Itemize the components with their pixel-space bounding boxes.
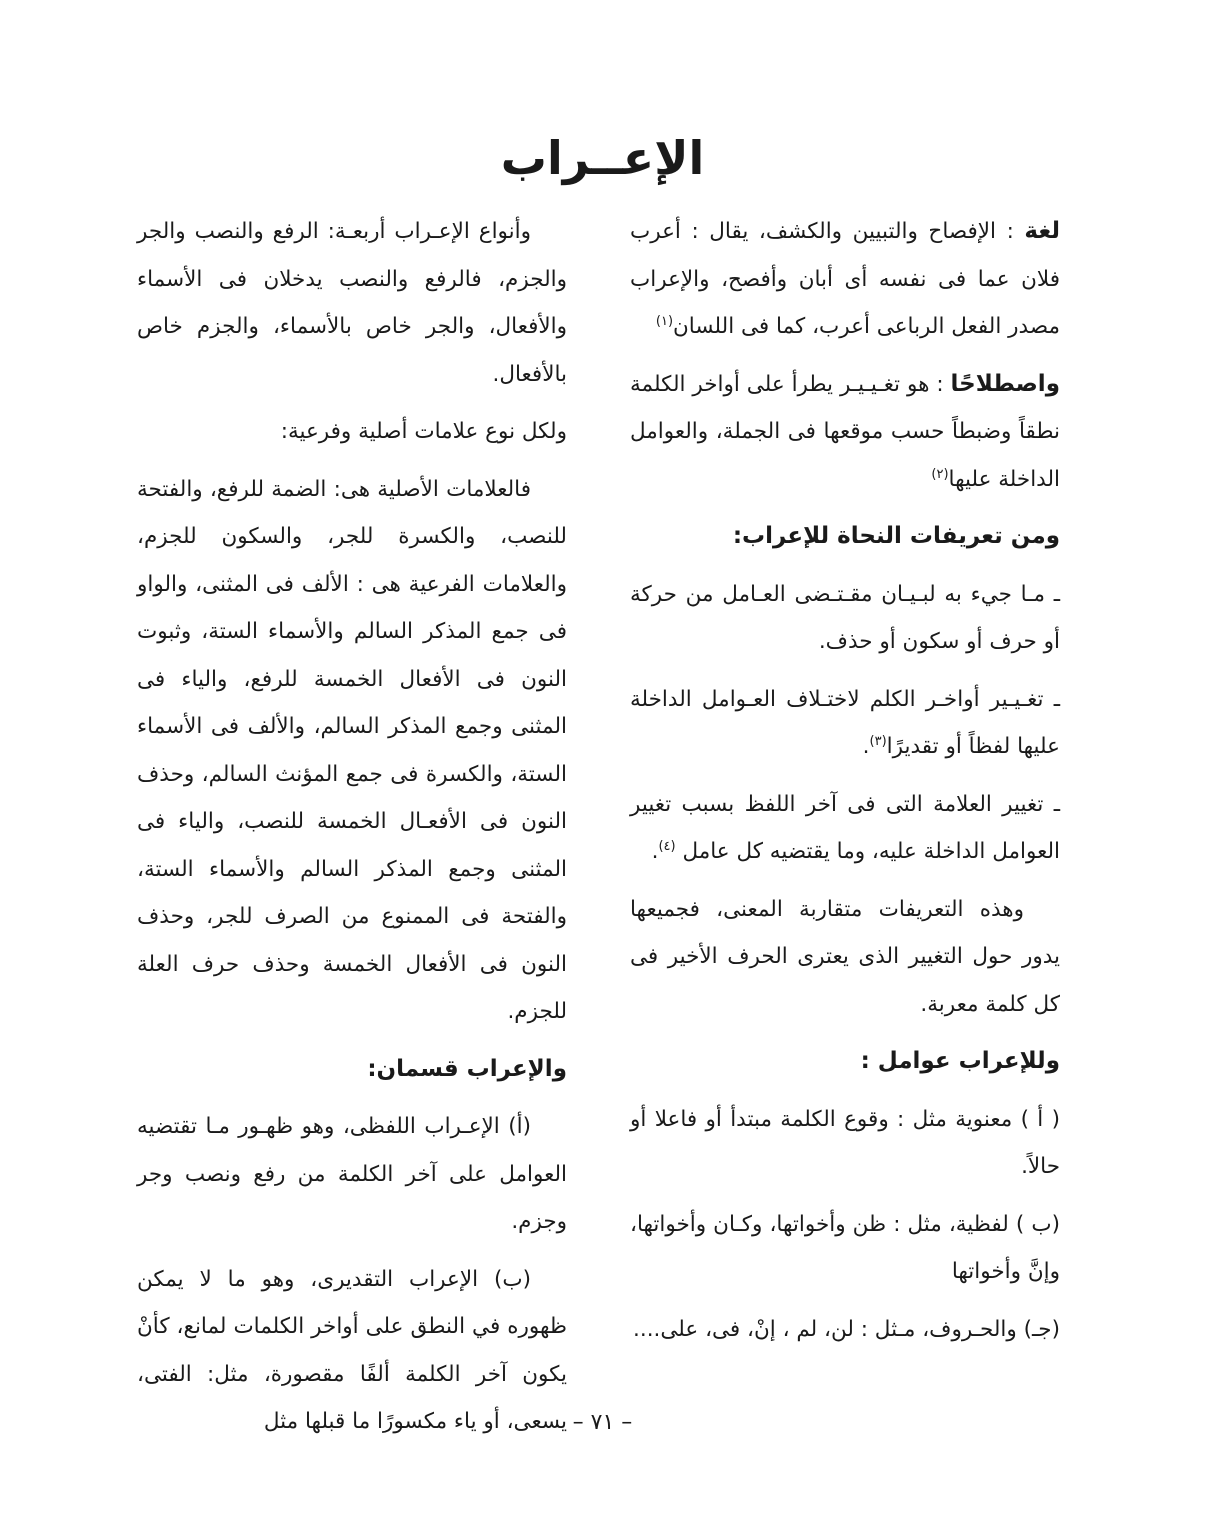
definition-3 bbox=[630, 781, 1060, 876]
marks-intro: ولكل نوع علامات أصلية وفرعية: bbox=[280, 419, 567, 444]
footnote-ref-3: (٣) bbox=[869, 733, 887, 749]
heading-definitions: ومن تعريفات النحاة للإعراب: bbox=[732, 523, 1060, 549]
types-paragraph: وأنواع الإعـراب أربعـة: الرفع والنصب والجر والجزم، فالرفع والنصب يدخلان فى الأسماء والأفعال، والجر خاص بالأسماء، والجزم خاص بالأفعال. bbox=[137, 219, 567, 387]
factor-b: (ب ) لفظية، مثل : ظن وأخواتها، وكـان وأخواتها، وإنَّ وأخواتها bbox=[630, 1211, 1060, 1284]
definition-2 bbox=[630, 676, 1060, 771]
term-linguistic: لغة bbox=[1024, 218, 1060, 244]
right-column bbox=[630, 208, 1060, 1363]
linguistic-text: : الإفصاح والتبيين والكشف، يقال : أعرب فلان عما فى نفسه أى أبان وأفصح، والإعراب مصدر الفعل الرباعى أعرب، كما فى اللسان bbox=[630, 219, 1060, 339]
term-technical: واصطلاحًا bbox=[950, 370, 1060, 397]
definition-2-text: ـ تغـيـير أواخـر الكلم لاختـلاف العـوامل الداخلة عليها لفظاً أو تقديرًا bbox=[630, 686, 1060, 759]
definitions-summary: وهذه التعريفات متقاربة المعنى، فجميعها يدور حول التغيير الذى يعترى الحرف الأخير فى كل كلمة معربة. bbox=[630, 896, 1060, 1017]
heading-divisions: والإعراب قسمان: bbox=[367, 1055, 567, 1082]
page-title: الإعــراب bbox=[500, 131, 705, 185]
factor-a: ( أ ) معنوية مثل : وقوع الكلمة مبتدأ أو فاعلا أو حالاً. bbox=[630, 1106, 1060, 1179]
division-b: (ب) الإعراب التقديرى، وهو ما لا يمكن ظهوره في النطق على أواخر الكلمات لمانع، كأنْ يكون آخر الكلمة ألفًا مقصورة، مثل: الفتى، يسعى، أو ياء مكسورًا ما قبلها مثل bbox=[137, 1266, 567, 1434]
marks-detail: فالعلامات الأصلية هى: الضمة للرفع، والفتحة للنصب، والكسرة للجر، والسكون للجزم، والعلامات الفرعية هى : الألف فى المثنى، والواو فى جمع المذكر السالم والأسماء الستة، وثبوت النون فى الأفعال الخمسة للرفع، والياء فى المثنى وجمع المذكر السالم، والألف فى الأسماء الستة، والكسرة فى جمع المؤنث السالم، وحذف النون فى الأفعـال الخمسة للنصب، والياء فى المثنى وجمع المذكر السالم والأسماء الستة، والفتحة فى الممنوع من الصرف للجر، وحذف النون فى الأفعال الخمسة وحذف حرف العلة للجزم. bbox=[137, 476, 567, 1024]
footnote-ref-2: (٢) bbox=[931, 466, 949, 482]
definition-3-text: ـ تغيير العلامة التى فى آخر اللفظ بسبب تغيير العوامل الداخلة عليه، وما يقتضيه كل عامل bbox=[630, 791, 1060, 864]
factor-c: (جـ) والحـروف، مـثل : لن، لم ، إنْ، فى، على.... bbox=[633, 1316, 1060, 1342]
linguistic-definition bbox=[630, 208, 1060, 351]
definition-2-end: . bbox=[862, 734, 870, 759]
definition-3-end: . bbox=[651, 839, 659, 864]
definition-1: ـ مـا جيء به لبـيـان مقـتـضى العـامل من حركة أو حرف أو سكون أو حذف. bbox=[630, 581, 1060, 654]
footnote-ref-1: (١) bbox=[655, 313, 674, 329]
footnote-ref-4: (٤) bbox=[658, 838, 676, 854]
technical-text: : هو تغـيـيـر يطرأ على أواخر الكلمة نطقاً وضبطاً حسب موقعها فى الجملة، والعوامل الداخلة عليها bbox=[630, 371, 1060, 492]
heading-factors: وللإعراب عوامل : bbox=[860, 1048, 1060, 1074]
left-column bbox=[137, 208, 567, 1456]
page-number: – ٧١ – bbox=[572, 1410, 633, 1435]
division-a: (أ) الإعـراب اللفظى، وهو ظهـور مـا تقتضيه العوامل على آخر الكلمة من رفع ونصب وجر وجزم. bbox=[137, 1114, 567, 1234]
technical-definition bbox=[630, 361, 1060, 504]
